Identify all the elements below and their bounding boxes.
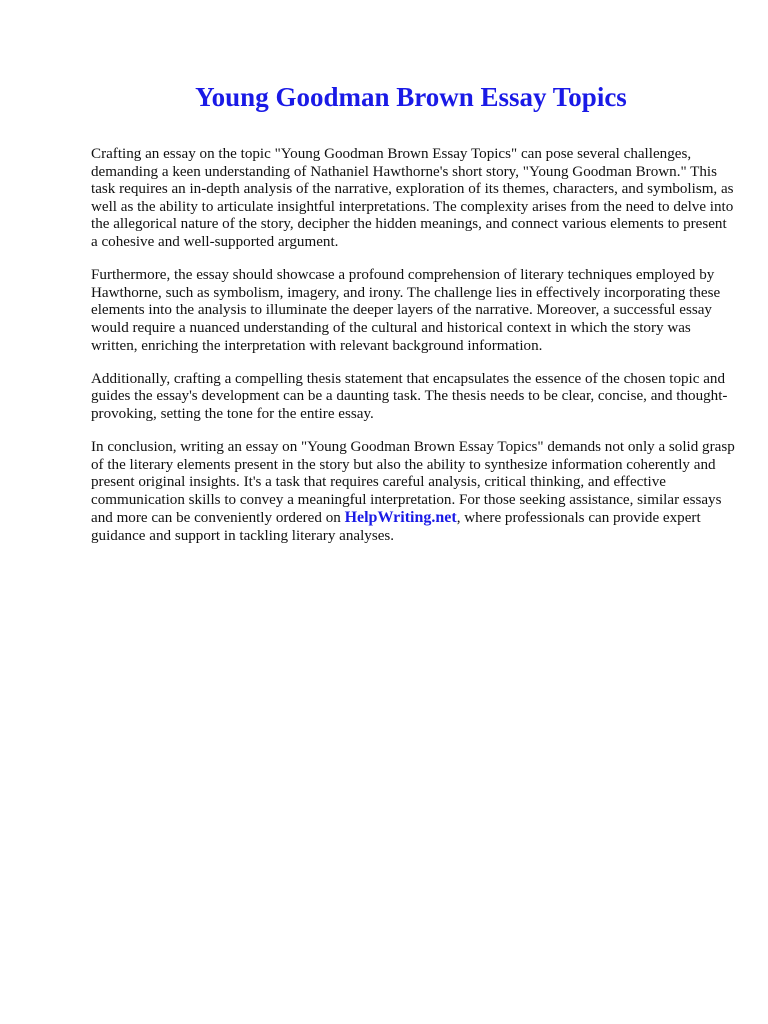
paragraph-2: Furthermore, the essay should showcase a profound comprehension of literary techniques employed by Hawthorne, such as symbolism, imagery, and irony. The challenge lies in effectively incorporating these elements into the analysis to illuminate the deeper layers of the narrative. Moreover, a successful essay would require a nuanced understanding of the cultural and historical context in which the story was written, enriching the interpretation with relevant background information.	[91, 267, 721, 354]
conclusion-text-after-link: , where professionals can provide expert guidance and support in tackling literary analyses.	[91, 510, 701, 545]
paragraph-3: Additionally, crafting a compelling thesis statement that encapsulates the essence of the chosen topic and guides the essay's development can be a daunting task. The thesis needs to be clear, concise, and thought-provoking, setting the tone for the entire essay.	[91, 370, 728, 422]
conclusion-text-before-link: In conclusion, writing an essay on "Young Goodman Brown Essay Topics" demands not only a solid grasp of the literary elements present in the story but also the ability to synthesize information coherently and present original insights. It's a task that requires careful analysis, critical thinking, and effective communication skills to convey a meaningful interpretation. For those seeking assistance, similar essays and more can be conveniently ordered on	[91, 439, 735, 527]
paragraph-conclusion	[91, 439, 736, 546]
page-title: Young Goodman Brown Essay Topics	[195, 82, 627, 112]
document-body	[91, 146, 736, 561]
helpwriting-link[interactable]: HelpWriting.net	[344, 509, 457, 527]
paragraph-1: Crafting an essay on the topic "Young Goodman Brown Essay Topics" can pose several challenges, demanding a keen understanding of Nathaniel Hawthorne's short story, "Young Goodman Brown." This task requires an in-depth analysis of the narrative, exploration of its themes, characters, and symbolism, as well as the ability to articulate insightful interpretations. The complexity arises from the need to delve into the allegorical nature of the story, decipher the hidden meanings, and connect various elements to present a cohesive and well-supported argument.	[91, 146, 734, 250]
